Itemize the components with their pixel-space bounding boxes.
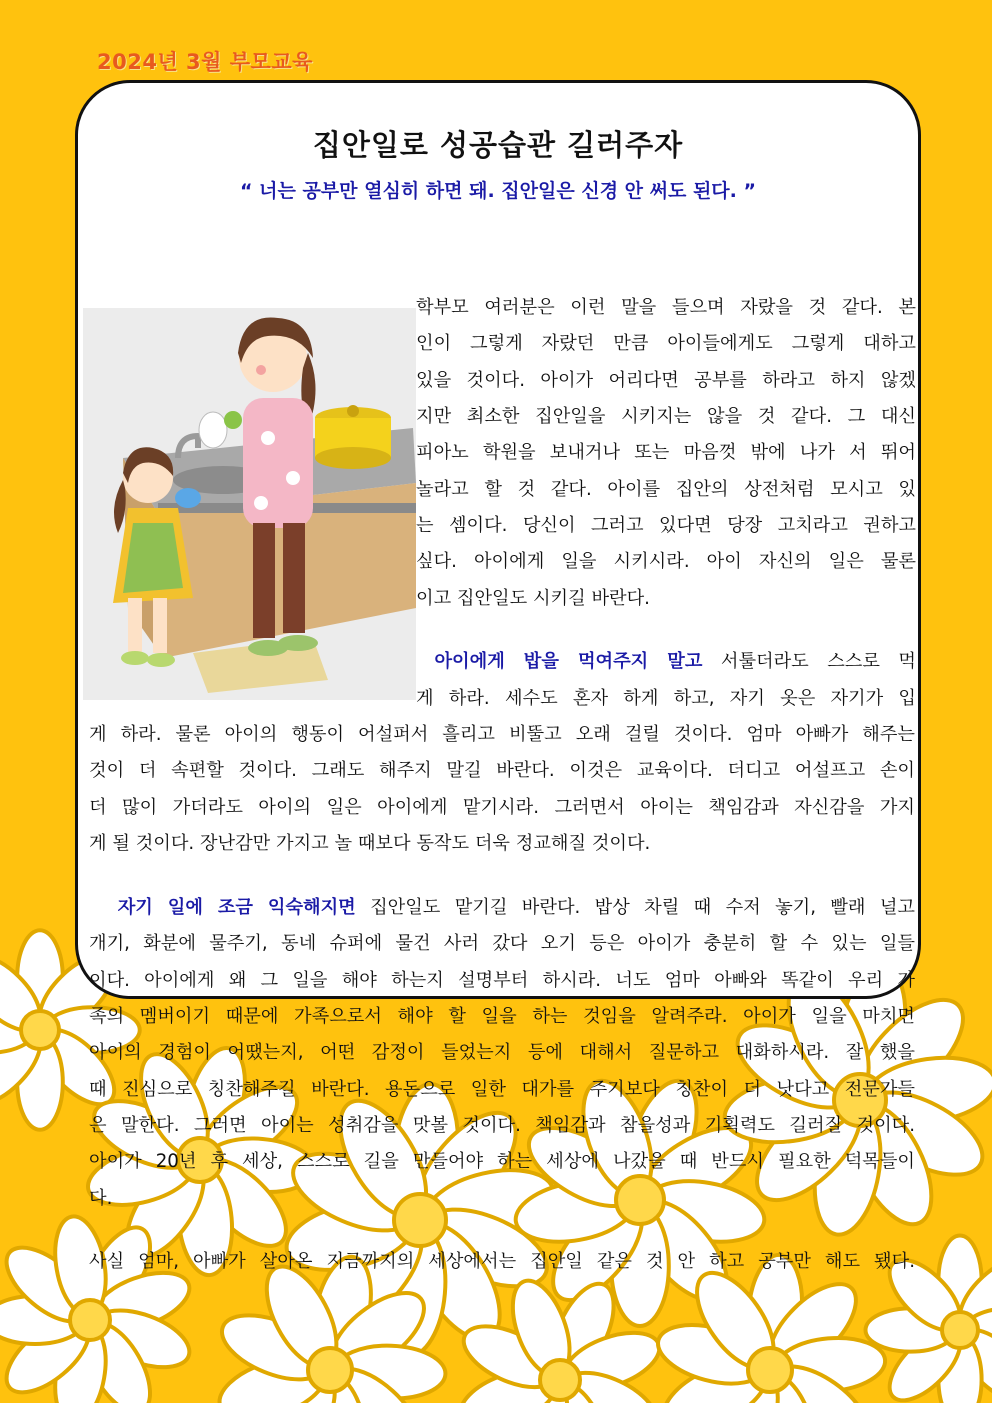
paragraph-3-line: 다. [89, 1188, 113, 1209]
paragraph-2-rest: 서툴더라도 스스로 먹 [702, 651, 916, 672]
paragraph-3-first-line [89, 890, 915, 926]
highlight-phrase-2: 자기 일에 조금 익숙해지면 [117, 897, 356, 918]
paragraph-2-line: 게 될 것이다. 장난감만 가지고 놀 때보다 동작도 더욱 정교해질 것이다. [89, 833, 651, 854]
paragraph-1-line: 싶다. 아이에게 일을 시키시라. 아이 자신의 일은 물론 [416, 551, 916, 572]
paragraph-1-line: 놀라고 할 것 같다. 아이를 집안의 상전처럼 모시고 있 [416, 479, 916, 500]
paragraph-2-line: 더 많이 가더라도 아이의 일은 아이에게 맡기시라. 그러면서 아이는 책임감과 자신감을 가지 [89, 797, 915, 818]
paragraph-1-line: 지만 최소한 집안일을 시키지는 않을 것 같다. 그 대신 [416, 406, 916, 427]
paragraph-1-line: 인이 그렇게 자랐던 만큼 아이들에게도 그렇게 대하고 [416, 333, 916, 354]
highlight-phrase-1: 아이에게 밥을 먹여주지 말고 [434, 651, 703, 672]
paragraph-2-first-line [416, 644, 916, 680]
paragraph-2-line: 것이 더 속편할 것이다. 그래도 해주지 말길 바란다. 이것은 교육이다. 더디고 어설프고 손이 [89, 760, 915, 781]
paragraph-3-line: 족의 멤버이기 때문에 가족으로서 해야 할 일을 하는 것임을 알려주라. 아이가 일을 마치면 [89, 1006, 915, 1027]
article-card [75, 80, 921, 1272]
paragraph-3-rest: 집안일도 맡기길 바란다. 밥상 차릴 때 수저 놓기, 빨래 널고 [355, 897, 915, 918]
paragraph-2-line: 게 하라. 물론 아이의 행동이 어설퍼서 흘리고 비뚤고 오래 걸릴 것이다. 엄마 아빠가 해주는 [89, 724, 915, 745]
paragraph-1-line: 이고 집안일도 시키길 바란다. [416, 588, 650, 609]
paragraph-1-line: 피아노 학원을 보내거나 또는 마음껏 밖에 나가 서 뛰어 [416, 442, 916, 463]
paragraph-3-line: 아이의 경험이 어땠는지, 어떤 감정이 들었는지 등에 대해서 질문하고 대화하시라. 잘 했을 [89, 1042, 915, 1063]
paragraph-2-line: 게 하라. 세수도 혼자 하게 하고, 자기 옷은 자기가 입 [416, 688, 916, 709]
paragraph-1-line: 학부모 여러분은 이런 말을 들으며 자랐을 것 같다. 본 [416, 297, 916, 318]
mother-daughter-dishes-illustration [83, 308, 416, 700]
page-title: 집안일로 성공습관 길러주자 [312, 128, 684, 162]
header-date-label: 2024년 3월 부모교육 [97, 50, 313, 74]
paragraph-4-line: 사실 엄마, 아빠가 살아온 지금까지의 세상에서는 집안일 같은 것 안 하고 공부만 해도 됐다. [89, 1251, 915, 1272]
paragraph-1-line: 는 셈이다. 당신이 그러고 있다면 당장 고치라고 권하고 [416, 515, 916, 536]
paragraph-3-line: 은 말한다. 그러면 아이는 성취감을 맛볼 것이다. 책임감과 참을성과 기획력도 길러질 것이다. [89, 1115, 915, 1136]
paragraph-1-line: 있을 것이다. 아이가 어리다면 공부를 하라고 하지 않겠 [416, 370, 916, 391]
paragraph-3-line: 이다. 아이에게 왜 그 일을 해야 하는지 설명부터 하시라. 너도 엄마 아빠와 똑같이 우리 가 [89, 970, 915, 991]
quote-subtitle: “ 너는 공부만 열심히 하면 돼. 집안일은 신경 안 써도 된다. ” [240, 180, 756, 202]
illustration-image [83, 308, 416, 700]
paragraph-3-line: 개기, 화분에 물주기, 동네 슈퍼에 물건 사러 갔다 오기 등은 아이가 충분히 할 수 있는 일들 [89, 933, 915, 954]
paragraph-3-line: 때 진심으로 칭찬해주길 바란다. 용돈으로 일한 대가를 주기보다 칭찬이 더 낫다고 전문가들 [89, 1079, 915, 1100]
paragraph-3-line: 아이가 20년 후 세상, 스스로 길을 만들어야 하는 세상에 나갔을 때 반드시 필요한 덕목들이 [89, 1151, 915, 1172]
